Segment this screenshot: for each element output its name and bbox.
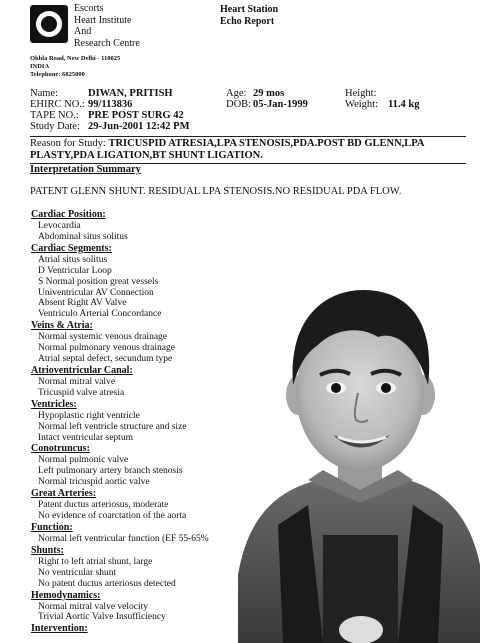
name-label: Name: <box>30 88 58 99</box>
dob-value: 05-Jan-1999 <box>253 99 308 110</box>
interpretation-heading: Interpretation Summary <box>30 164 141 175</box>
finding-item: Atrial septal defect, secundum type <box>38 354 173 364</box>
finding-item: No ventricular shunt <box>38 567 117 578</box>
finding-item: No evidence of coarctation of the aorta <box>38 511 187 521</box>
reason-label: Reason for Study: <box>30 138 106 149</box>
ehirc-label: EHIRC NO.: <box>30 99 85 110</box>
interpretation-text: PATENT GLENN SHUNT. RESIDUAL LPA STENOSIS.NO RESIDUAL PDA FLOW. <box>30 186 402 197</box>
finding-section-heading: Shunts: <box>31 544 64 556</box>
report-header <box>220 4 278 28</box>
tape-number: PRE POST SURG 42 <box>88 110 184 121</box>
finding-item: Tricuspid valve atresia <box>38 387 125 398</box>
finding-section-heading: Veins & Atria: <box>31 320 93 332</box>
institute-name-line: Escorts <box>74 3 104 14</box>
finding-item: Normal tricuspid aortic valve <box>38 477 150 488</box>
finding-item: Univentricular AV Connection <box>38 287 154 298</box>
divider <box>30 136 466 137</box>
height-label: Height: <box>345 88 377 99</box>
study-date-row <box>30 121 190 132</box>
finding-section-heading: Ventricles: <box>31 398 77 410</box>
finding-item: D Ventricular Loop <box>38 265 112 276</box>
tape-label: TAPE NO.: <box>30 110 79 121</box>
finding-item: Normal mitral valve velocity <box>38 601 149 612</box>
weight-value: 11.4 kg <box>388 99 420 110</box>
finding-section-heading: Atrioventricular Canal: <box>31 364 133 376</box>
study-date-label: Study Date: <box>30 121 80 132</box>
report-title: Echo Report <box>220 16 275 27</box>
dob-row <box>226 99 308 110</box>
ehirc-number: 99/113836 <box>88 99 133 110</box>
reason-line-1 <box>30 138 425 149</box>
address-line: Telephone: 6825000 <box>30 71 85 78</box>
finding-item: Normal left ventricular function (EF 55-65% <box>38 533 209 544</box>
age-row <box>226 88 285 99</box>
address-line: INDIA <box>30 63 50 70</box>
finding-section-heading: Conotruncus: <box>31 443 90 455</box>
finding-item: Abdominal situs solitus <box>38 231 128 242</box>
finding-item: Intact ventricular septum <box>38 432 133 443</box>
finding-item: Normal pulmonic valve <box>38 455 129 466</box>
study-date: 29-Jun-2001 12:42 PM <box>88 121 190 132</box>
finding-item: Levocardia <box>38 221 81 231</box>
finding-section-heading: Function: <box>31 521 73 533</box>
reason-line-2: PLASTY,PDA LIGATION,BT SHUNT LIGATION. <box>30 150 263 161</box>
heart-icon <box>41 16 57 32</box>
patient-photo <box>238 275 480 643</box>
weight-row <box>345 99 420 110</box>
finding-item: Ventriculo Arterial Concordance <box>38 309 162 320</box>
reason-text: TRICUSPID ATRESIA,LPA STENOSIS,PDA.POST BD GLENN,LPA <box>108 138 425 149</box>
height-row <box>345 88 377 99</box>
finding-item: Normal systemic venous drainage <box>38 332 168 343</box>
finding-item: Normal left ventricle structure and size <box>38 421 187 432</box>
finding-item: Patent ductus arteriosus, moderate <box>38 500 169 511</box>
address-line: Okhla Road, New Delhi - 110025 <box>30 55 121 62</box>
finding-item: Normal pulmonary venous drainage <box>38 343 175 354</box>
finding-item: Normal mitral valve <box>38 376 116 387</box>
finding-item: Trivial Aortic Valve Insufficiency <box>38 612 166 623</box>
institute-address <box>30 55 120 79</box>
dob-label: DOB: <box>226 99 252 110</box>
finding-item: Left pulmonary artery branch stenosis <box>38 466 183 477</box>
finding-item: Atrial situs solitus <box>38 254 108 265</box>
institute-name-line: Research Centre <box>74 37 140 49</box>
finding-section-heading: Cardiac Position: <box>31 209 106 220</box>
patient-photo-image <box>238 275 480 643</box>
ehirc-row <box>30 99 133 110</box>
institute-name <box>74 3 140 49</box>
age-label: Age: <box>226 88 247 99</box>
finding-section-heading: Great Arteries: <box>31 488 97 500</box>
patient-name-row <box>30 88 173 99</box>
finding-item: Right to left atrial shunt, large <box>38 556 153 567</box>
finding-section-heading: Intervention: <box>31 623 88 635</box>
patient-name: DIWAN, PRITISH <box>88 88 173 99</box>
finding-section-heading: Hemodynamics: <box>31 589 101 601</box>
institute-name-line: Heart Institute <box>74 14 132 26</box>
institute-name-line: And <box>74 26 92 37</box>
finding-section-heading: Cardiac Segments: <box>31 242 112 254</box>
tape-row <box>30 110 184 121</box>
finding-item: Hypoplastic right ventricle <box>38 410 140 421</box>
report-department: Heart Station <box>220 4 279 15</box>
finding-item: Absent Right AV Valve <box>38 298 127 309</box>
weight-label: Weight: <box>345 99 378 110</box>
institute-logo <box>30 5 68 43</box>
finding-item: S Normal position great vessels <box>38 276 159 287</box>
finding-item: No patent ductus arteriosus detected <box>38 578 176 589</box>
age-value: 29 mos <box>253 88 285 99</box>
